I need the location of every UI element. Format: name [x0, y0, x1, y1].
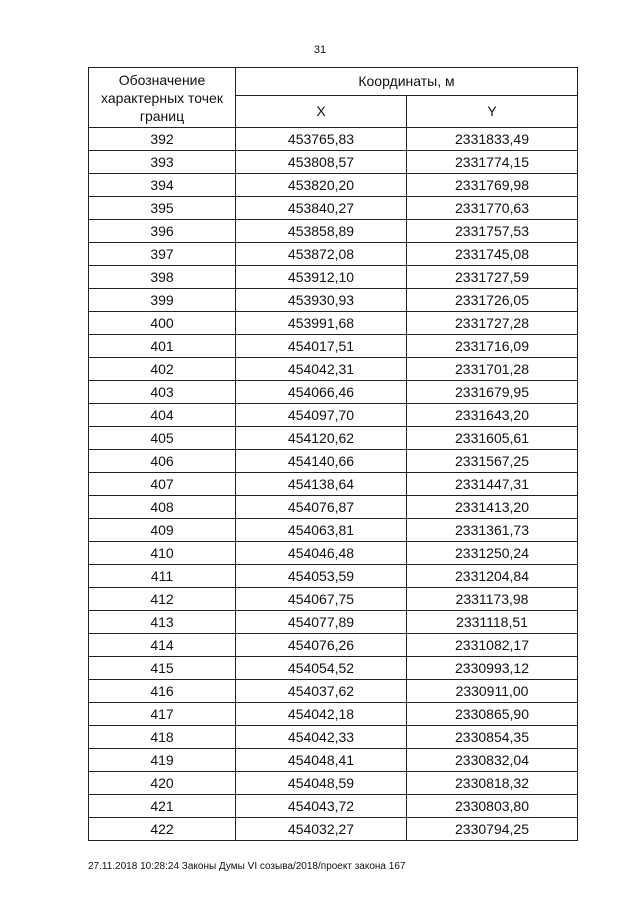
table-row — [89, 795, 578, 818]
cell-point-id: 395 — [89, 197, 236, 220]
cell-x: 454067,75 — [236, 588, 407, 611]
cell-x: 454048,41 — [236, 749, 407, 772]
cell-x: 453808,57 — [236, 151, 407, 174]
cell-y: 2330865,90 — [407, 703, 578, 726]
table-row — [89, 266, 578, 289]
cell-x: 454097,70 — [236, 404, 407, 427]
cell-y: 2330832,04 — [407, 749, 578, 772]
table-row — [89, 220, 578, 243]
cell-y: 2331716,09 — [407, 335, 578, 358]
cell-x: 454053,59 — [236, 565, 407, 588]
cell-point-id: 403 — [89, 381, 236, 404]
cell-y: 2331082,17 — [407, 634, 578, 657]
cell-point-id: 400 — [89, 312, 236, 335]
cell-x: 454077,89 — [236, 611, 407, 634]
cell-x: 454037,62 — [236, 680, 407, 703]
table-row — [89, 726, 578, 749]
table-row — [89, 680, 578, 703]
cell-point-id: 394 — [89, 174, 236, 197]
cell-x: 454042,18 — [236, 703, 407, 726]
table-row — [89, 542, 578, 565]
cell-x: 454054,52 — [236, 657, 407, 680]
cell-x: 453912,10 — [236, 266, 407, 289]
cell-x: 454048,59 — [236, 772, 407, 795]
cell-y: 2331774,15 — [407, 151, 578, 174]
cell-point-id: 392 — [89, 128, 236, 151]
cell-x: 454140,66 — [236, 450, 407, 473]
cell-point-id: 404 — [89, 404, 236, 427]
header-coordinates: Координаты, м — [236, 68, 578, 96]
cell-point-id: 405 — [89, 427, 236, 450]
cell-x: 454076,26 — [236, 634, 407, 657]
cell-point-id: 415 — [89, 657, 236, 680]
cell-point-id: 411 — [89, 565, 236, 588]
table-body — [89, 128, 578, 841]
table-row — [89, 358, 578, 381]
cell-y: 2331769,98 — [407, 174, 578, 197]
cell-point-id: 419 — [89, 749, 236, 772]
table-row — [89, 772, 578, 795]
table-row — [89, 427, 578, 450]
cell-y: 2330803,80 — [407, 795, 578, 818]
table-row — [89, 450, 578, 473]
cell-x: 453858,89 — [236, 220, 407, 243]
table-row — [89, 335, 578, 358]
cell-y: 2331567,25 — [407, 450, 578, 473]
cell-y: 2331727,28 — [407, 312, 578, 335]
table-row — [89, 473, 578, 496]
cell-y: 2331250,24 — [407, 542, 578, 565]
cell-x: 454042,31 — [236, 358, 407, 381]
cell-point-id: 417 — [89, 703, 236, 726]
cell-y: 2330794,25 — [407, 818, 578, 841]
table-row — [89, 174, 578, 197]
cell-point-id: 407 — [89, 473, 236, 496]
cell-point-id: 416 — [89, 680, 236, 703]
cell-point-id: 398 — [89, 266, 236, 289]
header-x: X — [236, 96, 407, 128]
cell-x: 453820,20 — [236, 174, 407, 197]
table-row — [89, 404, 578, 427]
cell-point-id: 414 — [89, 634, 236, 657]
cell-point-id: 420 — [89, 772, 236, 795]
cell-y: 2331173,98 — [407, 588, 578, 611]
cell-y: 2331701,28 — [407, 358, 578, 381]
cell-point-id: 402 — [89, 358, 236, 381]
cell-x: 453765,83 — [236, 128, 407, 151]
cell-x: 454076,87 — [236, 496, 407, 519]
table-row — [89, 749, 578, 772]
cell-y: 2331833,49 — [407, 128, 578, 151]
cell-y: 2331679,95 — [407, 381, 578, 404]
cell-y: 2331643,20 — [407, 404, 578, 427]
cell-point-id: 413 — [89, 611, 236, 634]
page-number: 31 — [313, 44, 327, 56]
cell-y: 2331118,51 — [407, 611, 578, 634]
cell-y: 2331726,05 — [407, 289, 578, 312]
cell-x: 454120,62 — [236, 427, 407, 450]
cell-point-id: 393 — [89, 151, 236, 174]
coordinates-table — [88, 67, 578, 841]
cell-point-id: 397 — [89, 243, 236, 266]
cell-x: 453991,68 — [236, 312, 407, 335]
cell-point-id: 421 — [89, 795, 236, 818]
table-row — [89, 381, 578, 404]
cell-y: 2331361,73 — [407, 519, 578, 542]
cell-point-id: 399 — [89, 289, 236, 312]
table-row — [89, 496, 578, 519]
table-row — [89, 519, 578, 542]
table-row — [89, 289, 578, 312]
cell-x: 454046,48 — [236, 542, 407, 565]
cell-y: 2330911,00 — [407, 680, 578, 703]
cell-x: 454017,51 — [236, 335, 407, 358]
table-row — [89, 151, 578, 174]
table-row — [89, 312, 578, 335]
cell-y: 2330818,32 — [407, 772, 578, 795]
table-row — [89, 588, 578, 611]
cell-x: 454043,72 — [236, 795, 407, 818]
table-row — [89, 243, 578, 266]
cell-point-id: 401 — [89, 335, 236, 358]
cell-point-id: 396 — [89, 220, 236, 243]
cell-y: 2330854,35 — [407, 726, 578, 749]
table-row — [89, 565, 578, 588]
header-y: Y — [407, 96, 578, 128]
cell-y: 2331413,20 — [407, 496, 578, 519]
table-row — [89, 611, 578, 634]
cell-point-id: 409 — [89, 519, 236, 542]
cell-y: 2331745,08 — [407, 243, 578, 266]
cell-x: 454066,46 — [236, 381, 407, 404]
table-row — [89, 197, 578, 220]
cell-y: 2331447,31 — [407, 473, 578, 496]
cell-y: 2331757,53 — [407, 220, 578, 243]
header-point-designation: Обозначение характерных точек границ — [89, 68, 236, 128]
cell-x: 454032,27 — [236, 818, 407, 841]
cell-point-id: 410 — [89, 542, 236, 565]
table-row — [89, 703, 578, 726]
cell-y: 2331770,63 — [407, 197, 578, 220]
footer-text: 27.11.2018 10:28:24 Законы Думы VI созыва/2018/проект закона 167 — [88, 861, 406, 872]
cell-x: 454042,33 — [236, 726, 407, 749]
cell-point-id: 406 — [89, 450, 236, 473]
cell-y: 2330993,12 — [407, 657, 578, 680]
cell-point-id: 418 — [89, 726, 236, 749]
cell-x: 453872,08 — [236, 243, 407, 266]
cell-point-id: 412 — [89, 588, 236, 611]
cell-point-id: 408 — [89, 496, 236, 519]
cell-x: 453930,93 — [236, 289, 407, 312]
cell-x: 454138,64 — [236, 473, 407, 496]
table-row — [89, 818, 578, 841]
cell-y: 2331204,84 — [407, 565, 578, 588]
table-row — [89, 128, 578, 151]
table-header-row — [89, 68, 578, 96]
cell-x: 453840,27 — [236, 197, 407, 220]
cell-y: 2331605,61 — [407, 427, 578, 450]
cell-point-id: 422 — [89, 818, 236, 841]
table-row — [89, 634, 578, 657]
cell-y: 2331727,59 — [407, 266, 578, 289]
table-row — [89, 657, 578, 680]
cell-x: 454063,81 — [236, 519, 407, 542]
